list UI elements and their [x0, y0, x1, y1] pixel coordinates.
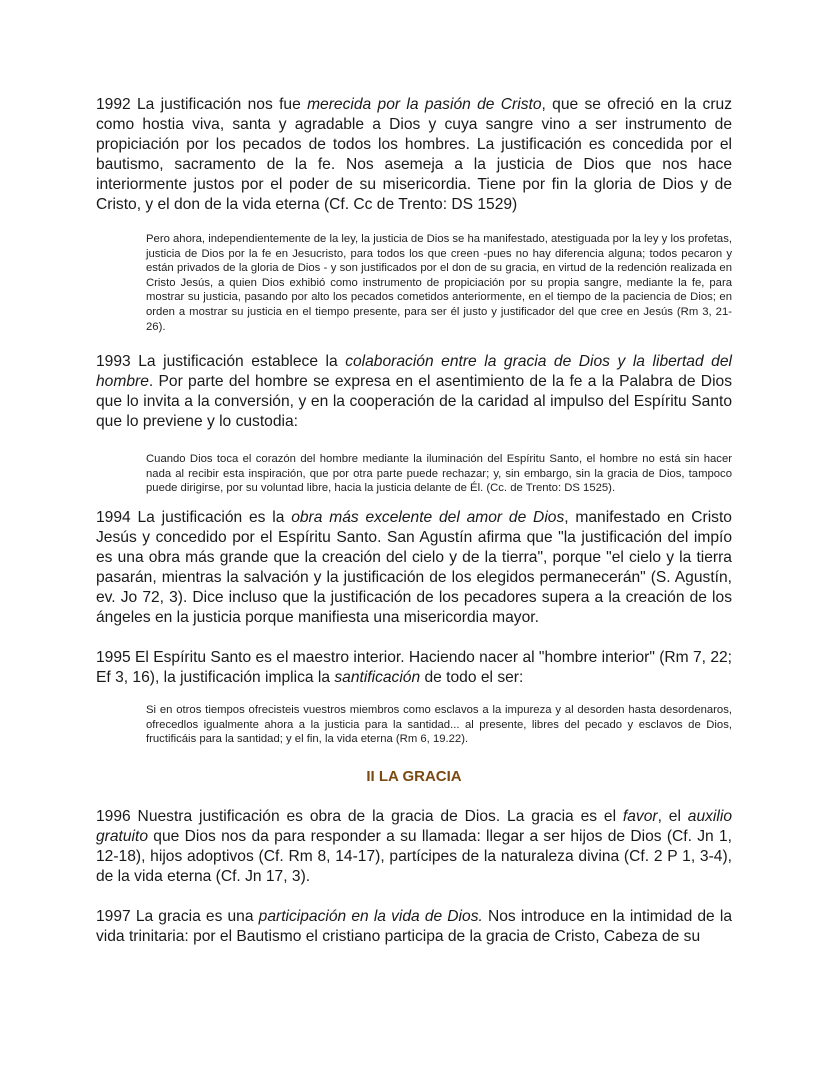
quote-romans-6 [146, 703, 732, 747]
text-segment: 1995 El Espíritu Santo es el maestro interior. Haciendo nacer al "hombre interior" (Rm 7, 22; Ef 3, 16), la justificación implica la [96, 648, 732, 686]
section-heading: II LA GRACIA [366, 767, 462, 785]
text-segment: de todo el ser: [420, 668, 524, 686]
emphasis-text: favor [622, 807, 658, 825]
text-segment: 1997 La gracia es una [96, 907, 259, 925]
paragraph-1993 [96, 352, 732, 432]
text-segment: , que se ofreció en la cruz como hostia viva, santa y agradable a Dios y cuya sangre vino a ser instrumento de propiciación por los pecados de todos los hombres. La justificación es concedida por el bautismo, sacramento de la fe. Nos asemeja a la justicia de Dios que nos hace interiormente justos por el poder de su misericordia. Tiene por fin la gloria de Dios y de Cristo, y el don de la vida eterna (Cf. Cc de Trento: DS 1529) [96, 96, 732, 213]
text-segment: 1996 Nuestra justificación es obra de la gracia de Dios. La gracia es el [96, 807, 623, 825]
emphasis-text: merecida por la pasión de Cristo [307, 96, 542, 113]
text-segment: que Dios nos da para responder a su llamada: llegar a ser hijos de Dios (Cf. Jn 1, 12-18), hijos adoptivos (Cf. Rm 8, 14-17), partícipes de la naturaleza divina (Cf. 2 P 1, 3-4), de la vida eterna (Cf. Jn 17, 3). [96, 827, 732, 885]
paragraph-1997 [96, 907, 732, 947]
text-segment: 1994 La justificación es la [96, 508, 292, 526]
paragraph-1996 [96, 807, 732, 887]
text-segment: , el [657, 807, 688, 825]
quote-romans-3 [146, 232, 732, 334]
text-segment: 1992 La justificación nos fue [96, 96, 308, 113]
text-segment: Si en otros tiempos ofrecisteis vuestros miembros como esclavos a la impureza y al desorden hasta desordenaros, ofrecedlos igualmente ahora a la justicia para la santidad... al presente, libres del pecado y esclavos de Dios, fructificáis para la santidad; y el fin, la vida eterna (Rm 6, 19.22). [146, 703, 732, 746]
quote-trento [146, 452, 732, 496]
emphasis-text: obra más excelente del amor de Dios [291, 508, 565, 526]
emphasis-text: santificación [334, 668, 421, 686]
emphasis-text: colaboración entre la gracia de Dios y la libertad del hombre [96, 353, 732, 391]
text-segment: . Por parte del hombre se expresa en el asentimiento de la fe a la Palabra de Dios que lo invita a la conversión, y en la cooperación de la caridad al impulso del Espíritu Santo que lo previene y lo custodia: [96, 373, 732, 431]
text-segment: Nos introduce en la intimidad de la vida trinitaria: por el Bautismo el cristiano participa de la gracia de Cristo, Cabeza de su [96, 907, 733, 945]
paragraph-1995 [96, 648, 732, 688]
text-segment: Pero ahora, independientemente de la ley, la justicia de Dios se ha manifestado, atestiguada por la ley y los profetas, justicia de Dios por la fe en Jesucristo, para todos los que creen -pues no hay diferencia alguna; todos pecaron y están privados de la gloria de Dios - y son justificados por el don de su gracia, en virtud de la redención realizada en Cristo Jesús, a quien Dios exhibió como instrumento de propiciación por su propia sangre, mediante la fe, para mostrar su justicia, pasando por alto los pecados cometidos anteriormente, en el tiempo de la paciencia de Dios; en orden a mostrar su justicia en el tiempo presente, para ser él justo y justificador del que cree en Jesús (Rm 3, 21-26). [146, 233, 732, 333]
text-segment: , manifestado en Cristo Jesús y concedido por el Espíritu Santo. San Agustín afirma que "la justificación del impío es una obra más grande que la creación del cielo y de la tierra", porque "el cielo y la tierra pasarán, mientras la salvación y la justificación de los elegidos permanecerán" (S. Agustín, ev. Jo 72, 3). Dice incluso que la justificación de los pecadores supera a la creación de los ángeles en la justicia porque manifiesta una misericordia mayor. [96, 508, 732, 626]
text-segment: 1993 La justificación establece la [96, 353, 346, 371]
emphasis-text: participación en la vida de Dios. [258, 907, 483, 925]
paragraph-1994 [96, 508, 732, 628]
emphasis-text: auxilio gratuito [96, 807, 732, 845]
text-segment: Cuando Dios toca el corazón del hombre mediante la iluminación del Espíritu Santo, el hombre no está sin hacer nada al recibir esta inspiración, que por otra parte puede rechazar; y, sin embargo, sin la gracia de Dios, tampoco puede dirigirse, por su voluntad libre, hacia la justicia delante de Él. (Cc. de Trento: DS 1525). [146, 453, 732, 495]
paragraph-1992 [96, 95, 732, 215]
